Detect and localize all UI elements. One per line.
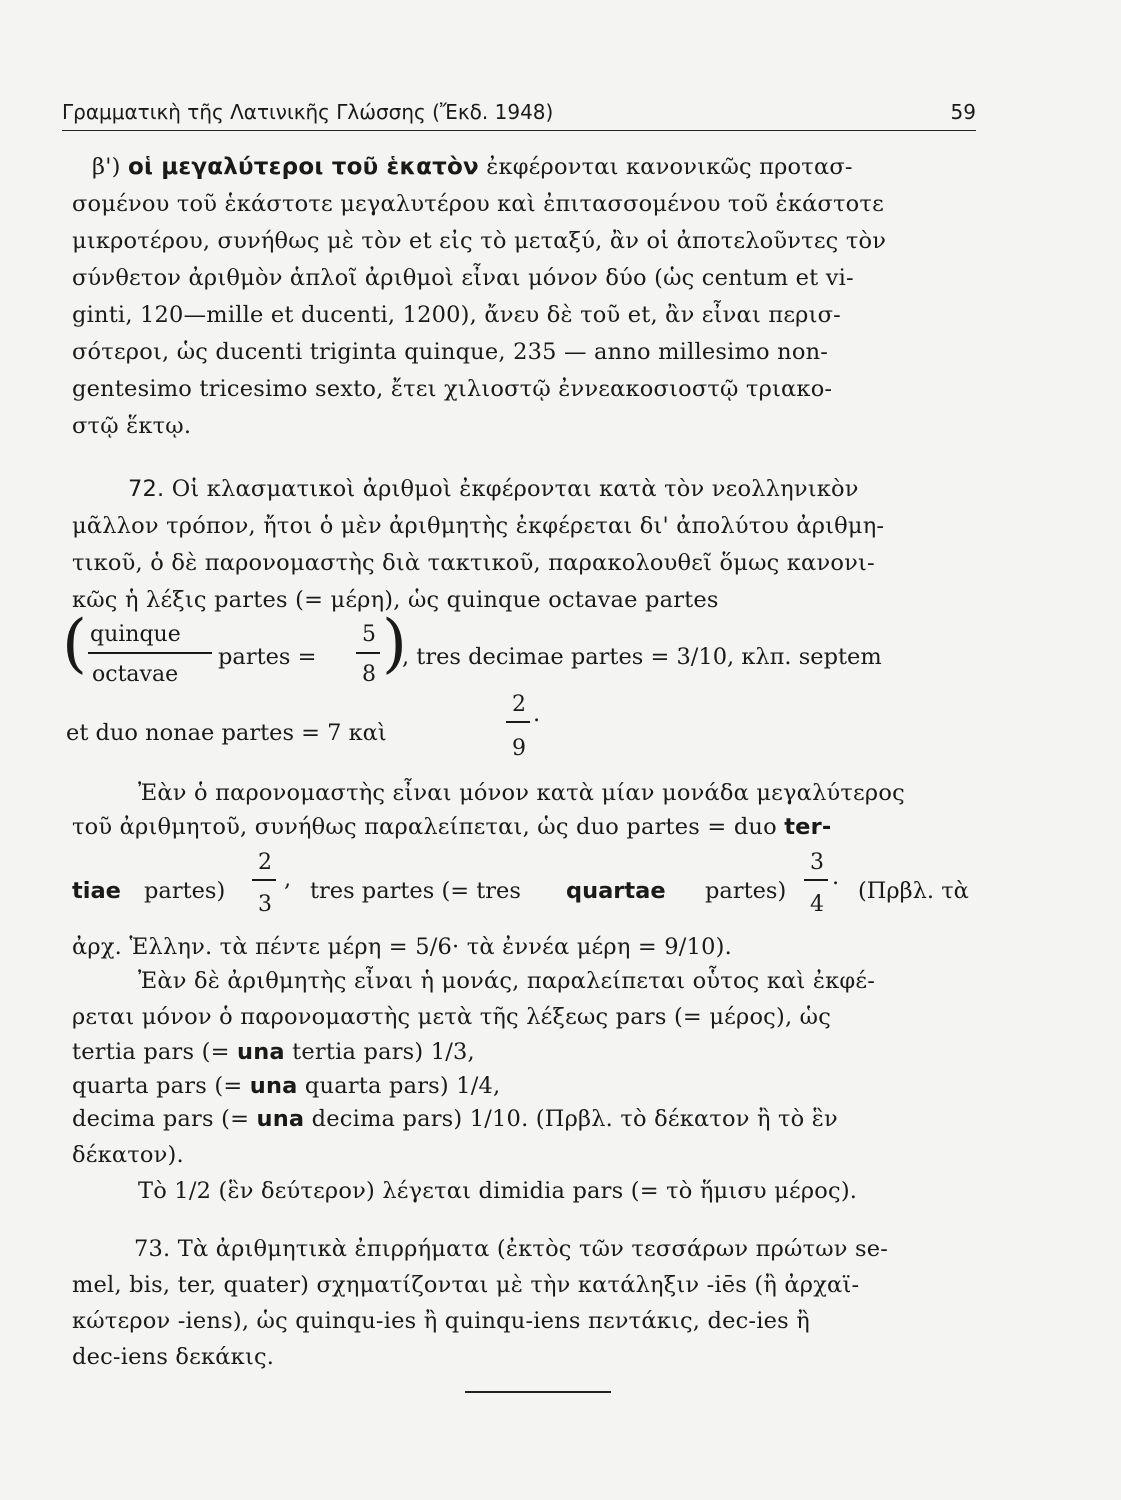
- section-72-line-3: τικοῦ, ὁ δὲ παρονομαστὴς διὰ τακτικοῦ, παρακολουθεῖ ὅμως κανονι-: [72, 550, 875, 576]
- section-72-number: 72.: [128, 476, 165, 502]
- example-quarta-b: quarta pars) 1/4,: [304, 1073, 501, 1099]
- example-tertia: [72, 1041, 976, 1064]
- section-b-line-1-rest: ἐκφέρονται κανονικῶς προτασ-: [486, 154, 853, 180]
- section-72-line-4: κῶς ἡ λέξις partes (= μέρη), ὡς quinque octavae partes: [72, 587, 719, 613]
- section-73-line-1: [72, 1238, 976, 1261]
- example-decima: [72, 1108, 976, 1131]
- p2-line-2: [72, 816, 976, 839]
- prbl-text: (Πρβλ. τὰ: [858, 878, 969, 904]
- frac1-denominator: octavae: [92, 662, 179, 687]
- p2-line-1-text: Ἐὰν ὁ παρονομαστὴς εἶναι μόνον κατὰ μίαν μονάδα μεγαλύτερος: [138, 780, 905, 806]
- frac4-bar: [252, 879, 276, 881]
- p3-line-6: δέκατον).: [72, 1142, 184, 1168]
- section-72-line-2: μᾶλλον τρόπον, ἤτοι ὁ μὲν ἀριθμητὴς ἐκφέρεται δι' ἀπολύτου ἀριθμη-: [72, 513, 885, 539]
- example-quarta: [72, 1075, 976, 1098]
- quartae-bold: quartae: [566, 878, 666, 904]
- section-73-number: 73.: [134, 1236, 171, 1262]
- frac4-denominator: 3: [258, 892, 272, 917]
- section-73-line-4: dec-iens δεκάκις.: [72, 1344, 275, 1370]
- section-73-line-3: κώτερον -iens), ὡς quinqu-ies ἢ quinqu-iens πεντάκις, dec-ies ἢ: [72, 1308, 810, 1334]
- right-paren: ): [382, 607, 407, 681]
- section-b-line-6: σότεροι, ὡς ducenti triginta quinque, 235 — anno millesimo non-: [72, 339, 829, 365]
- frac-line-rest: , tres decimae partes = 3/10, κλπ. septem: [402, 644, 882, 670]
- p4-line-1-text: Τὸ 1/2 (ἓν δεύτερον) λέγεται dimidia pars (= τὸ ἥμισυ μέρος).: [138, 1178, 858, 1204]
- end-rule: [465, 1391, 611, 1393]
- section-b-line-1: [72, 156, 976, 179]
- tiae-bold: tiae: [72, 878, 121, 904]
- frac4-comma: ,: [284, 866, 292, 892]
- frac5-bar: [804, 879, 828, 881]
- p4-line-1: [72, 1180, 976, 1203]
- example-tertia-b: tertia pars) 1/3,: [292, 1039, 475, 1065]
- frac5-denominator: 4: [810, 892, 824, 917]
- duo-nonae-text: et duo nonae partes = 7 καὶ: [66, 720, 387, 746]
- frac1-numerator: quinque: [90, 622, 181, 647]
- example-decima-a: decima pars (=: [72, 1106, 250, 1132]
- section-b-line-4: σύνθετον ἀριθμὸν ἁπλοῖ ἀριθμοὶ εἶναι μόνον δύο (ὡς centum et vi-: [72, 265, 854, 291]
- tres-partes-text: tres partes (= tres: [310, 878, 521, 904]
- section-72-line-1-rest: Οἱ κλασματικοὶ ἀριθμοὶ ἐκφέρονται κατὰ τὸν νεολληνικὸν: [171, 476, 859, 502]
- section-b-label: β'): [92, 154, 121, 180]
- frac1-bar: [88, 652, 212, 654]
- p2-line-2-ter: ter-: [784, 814, 832, 840]
- partes-paren: partes): [144, 878, 226, 904]
- section-73-line-1-rest: Τὰ ἀριθμητικὰ ἐπιρρήματα (ἐκτὸς τῶν τεσσάρων πρώτων se-: [177, 1236, 889, 1262]
- section-b-heading: οἱ μεγαλύτεροι τοῦ ἑκατὸν: [127, 154, 479, 180]
- section-b-line-3: μικροτέρου, συνήθως μὲ τὸν et εἰς τὸ μεταξύ, ἂν οἱ ἀποτελοῦντες τὸν: [72, 228, 887, 254]
- frac4-numerator: 2: [258, 850, 272, 875]
- frac2-denominator: 8: [362, 662, 376, 687]
- una-bold-1: una: [236, 1039, 285, 1065]
- p2-line-2-text: τοῦ ἀριθμητοῦ, συνήθως παραλείπεται, ὡς duo partes = duo: [72, 814, 777, 840]
- frac3-numerator: 2: [512, 692, 526, 717]
- frac5-numerator: 3: [810, 850, 824, 875]
- p3-line-1: [72, 970, 976, 993]
- section-73-line-2: mel, bis, ter, quater) σχηματίζονται μὲ τὴν κατάληξιν -iēs (ἢ ἀρχαϊ-: [72, 1272, 860, 1298]
- section-b-line-5: ginti, 120—mille et ducenti, 1200), ἄνευ δὲ τοῦ et, ἂν εἶναι περισ-: [72, 302, 841, 328]
- partes-paren-2: partes): [705, 878, 787, 904]
- example-quarta-a: quarta pars (=: [72, 1073, 243, 1099]
- p2-line-1: [72, 782, 976, 805]
- una-bold-3: una: [256, 1106, 305, 1132]
- page-number: 59: [950, 100, 976, 124]
- frac2-numerator: 5: [362, 622, 376, 647]
- section-b-line-8: στῷ ἕκτῳ.: [72, 413, 192, 439]
- running-header: [62, 100, 976, 131]
- p3-line-2: ρεται μόνον ὁ παρονομαστὴς μετὰ τῆς λέξεως pars (= μέρος), ὡς: [72, 1004, 832, 1030]
- frac3-bar: [506, 721, 530, 723]
- frac3-period: .: [533, 701, 541, 727]
- header-title: Γραμματικὴ τῆς Λατινικῆς Γλώσσης (Ἔκδ. 1948): [62, 100, 554, 124]
- example-decima-b: decima pars) 1/10. (Πρβλ. τὸ δέκατον ἢ τὸ ἓν: [311, 1106, 838, 1132]
- una-bold-2: una: [249, 1073, 298, 1099]
- section-b-line-2: σομένου τοῦ ἑκάστοτε μεγαλυτέρου καὶ ἐπιτασσομένου τοῦ ἑκάστοτε: [72, 191, 884, 217]
- frac2-bar: [356, 652, 380, 654]
- frac3-denominator: 9: [512, 736, 526, 761]
- example-tertia-a: tertia pars (=: [72, 1039, 230, 1065]
- p3-line-1-text: Ἐὰν δὲ ἀριθμητὴς εἶναι ἡ μονάς, παραλείπεται οὗτος καὶ ἐκφέ-: [138, 968, 876, 994]
- section-b-line-7: gentesimo tricesimo sexto, ἔτει χιλιοστῷ ἐννεακοσιοστῷ τριακο-: [72, 376, 833, 402]
- p2-line-5: ἀρχ. Ἑλλην. τὰ πέντε μέρη = 5/6· τὰ ἐννέα μέρη = 9/10).: [72, 934, 732, 960]
- left-paren: (: [62, 607, 87, 681]
- section-72-line-1: [72, 478, 976, 501]
- frac5-period: .: [832, 864, 840, 890]
- frac1-partes: partes =: [218, 644, 317, 670]
